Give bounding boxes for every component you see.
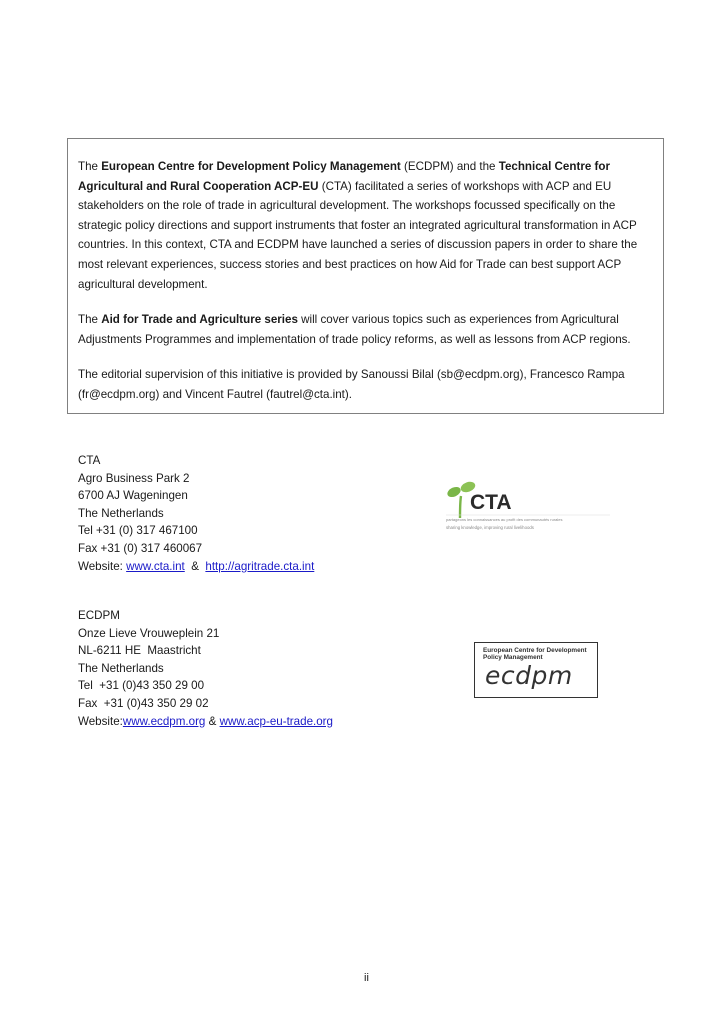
cta-address-line: The Netherlands bbox=[78, 506, 164, 520]
cta-name: CTA bbox=[78, 454, 101, 467]
cta-website bbox=[78, 558, 314, 576]
cta-tel: Tel +31 (0) 317 467100 bbox=[78, 524, 198, 538]
series-name: Aid for Trade and Agriculture series bbox=[101, 313, 298, 327]
intro-paragraph-2 bbox=[78, 310, 653, 349]
agritrade-website-link[interactable]: http://agritrade.cta.int bbox=[205, 559, 315, 573]
ecdpm-tel: Tel +31 (0)43 350 29 00 bbox=[78, 679, 205, 693]
text: (ECDPM) and the bbox=[400, 160, 499, 173]
ecdpm-address-line: NL-6211 HE Maastricht bbox=[78, 644, 201, 658]
intro-box bbox=[67, 138, 664, 414]
ecdpm-website bbox=[78, 713, 333, 731]
cta-address-block bbox=[78, 452, 314, 575]
ecdpm-address-line: Onze Lieve Vrouweplein 21 bbox=[78, 626, 220, 640]
ecdpm-logo-header-line: Policy Management bbox=[483, 654, 543, 662]
text: will cover various topics such as experiences from Agricultural Adjustments Programmes and implementation of trade policy reforms, as well as lessons from ACP regions. bbox=[78, 313, 631, 346]
text: The bbox=[78, 313, 102, 327]
cta-address-line: Agro Business Park 2 bbox=[78, 471, 190, 485]
cta-full-name: Technical Centre for Agricultural and Rural Cooperation ACP-EU bbox=[78, 160, 610, 193]
intro-paragraph-1 bbox=[78, 157, 653, 294]
cta-website-link[interactable]: www.cta.int bbox=[126, 559, 185, 573]
ecdpm-address-line: The Netherlands bbox=[78, 661, 164, 675]
cta-logo bbox=[446, 478, 610, 532]
ecdpm-website-link[interactable]: www.ecdpm.org bbox=[122, 714, 206, 728]
cta-fax: Fax +31 (0) 317 460067 bbox=[78, 541, 203, 555]
website-label: Website: bbox=[78, 714, 123, 728]
text: The bbox=[78, 160, 102, 173]
ecdpm-logo-header-line: European Centre for Development bbox=[483, 647, 587, 654]
cta-address-line: 6700 AJ Wageningen bbox=[78, 489, 188, 503]
cta-logo-tagline-en: sharing knowledge, improving rural livelihoods bbox=[446, 525, 534, 530]
intro-paragraph-3: The editorial supervision of this initiative is provided by Sanoussi Bilal (sb@ecdpm.org), Francesco Rampa (fr@ecdpm.org) and Vincent Fautrel (fautrel@cta.int). bbox=[78, 368, 625, 401]
separator: & bbox=[205, 714, 220, 728]
page-number: ii bbox=[364, 972, 369, 984]
ecdpm-fax: Fax +31 (0)43 350 29 02 bbox=[78, 696, 209, 710]
acp-eu-trade-link[interactable]: www.acp-eu-trade.org bbox=[219, 714, 333, 728]
ecdpm-full-name: European Centre for Development Policy Management bbox=[101, 160, 401, 173]
ecdpm-logo-brand: ecdpm bbox=[485, 661, 573, 690]
ecdpm-address-block bbox=[78, 607, 333, 730]
text: (CTA) facilitated a series of workshops with ACP and EU stakeholders on the role of trade in agricultural development. The workshops focussed specifically on the strategic policy directions and support instruments that foster an integrated agricultural transformation in ACP countries. In this context, CTA and ECDPM have launched a series of discussion papers in order to share the most relevant experiences, success stories and best practices on how Aid for Trade can best support ACP agricultural development. bbox=[78, 179, 638, 291]
ecdpm-logo-header bbox=[483, 647, 587, 662]
cta-logo-text: CTA bbox=[470, 491, 512, 514]
cta-logo-tagline-fr: partageons les connaissances au profit des communautés rurales bbox=[446, 517, 563, 522]
separator: & bbox=[184, 559, 206, 573]
ecdpm-name: ECDPM bbox=[78, 609, 120, 622]
website-label: Website: bbox=[78, 559, 127, 573]
ecdpm-logo bbox=[474, 642, 598, 698]
